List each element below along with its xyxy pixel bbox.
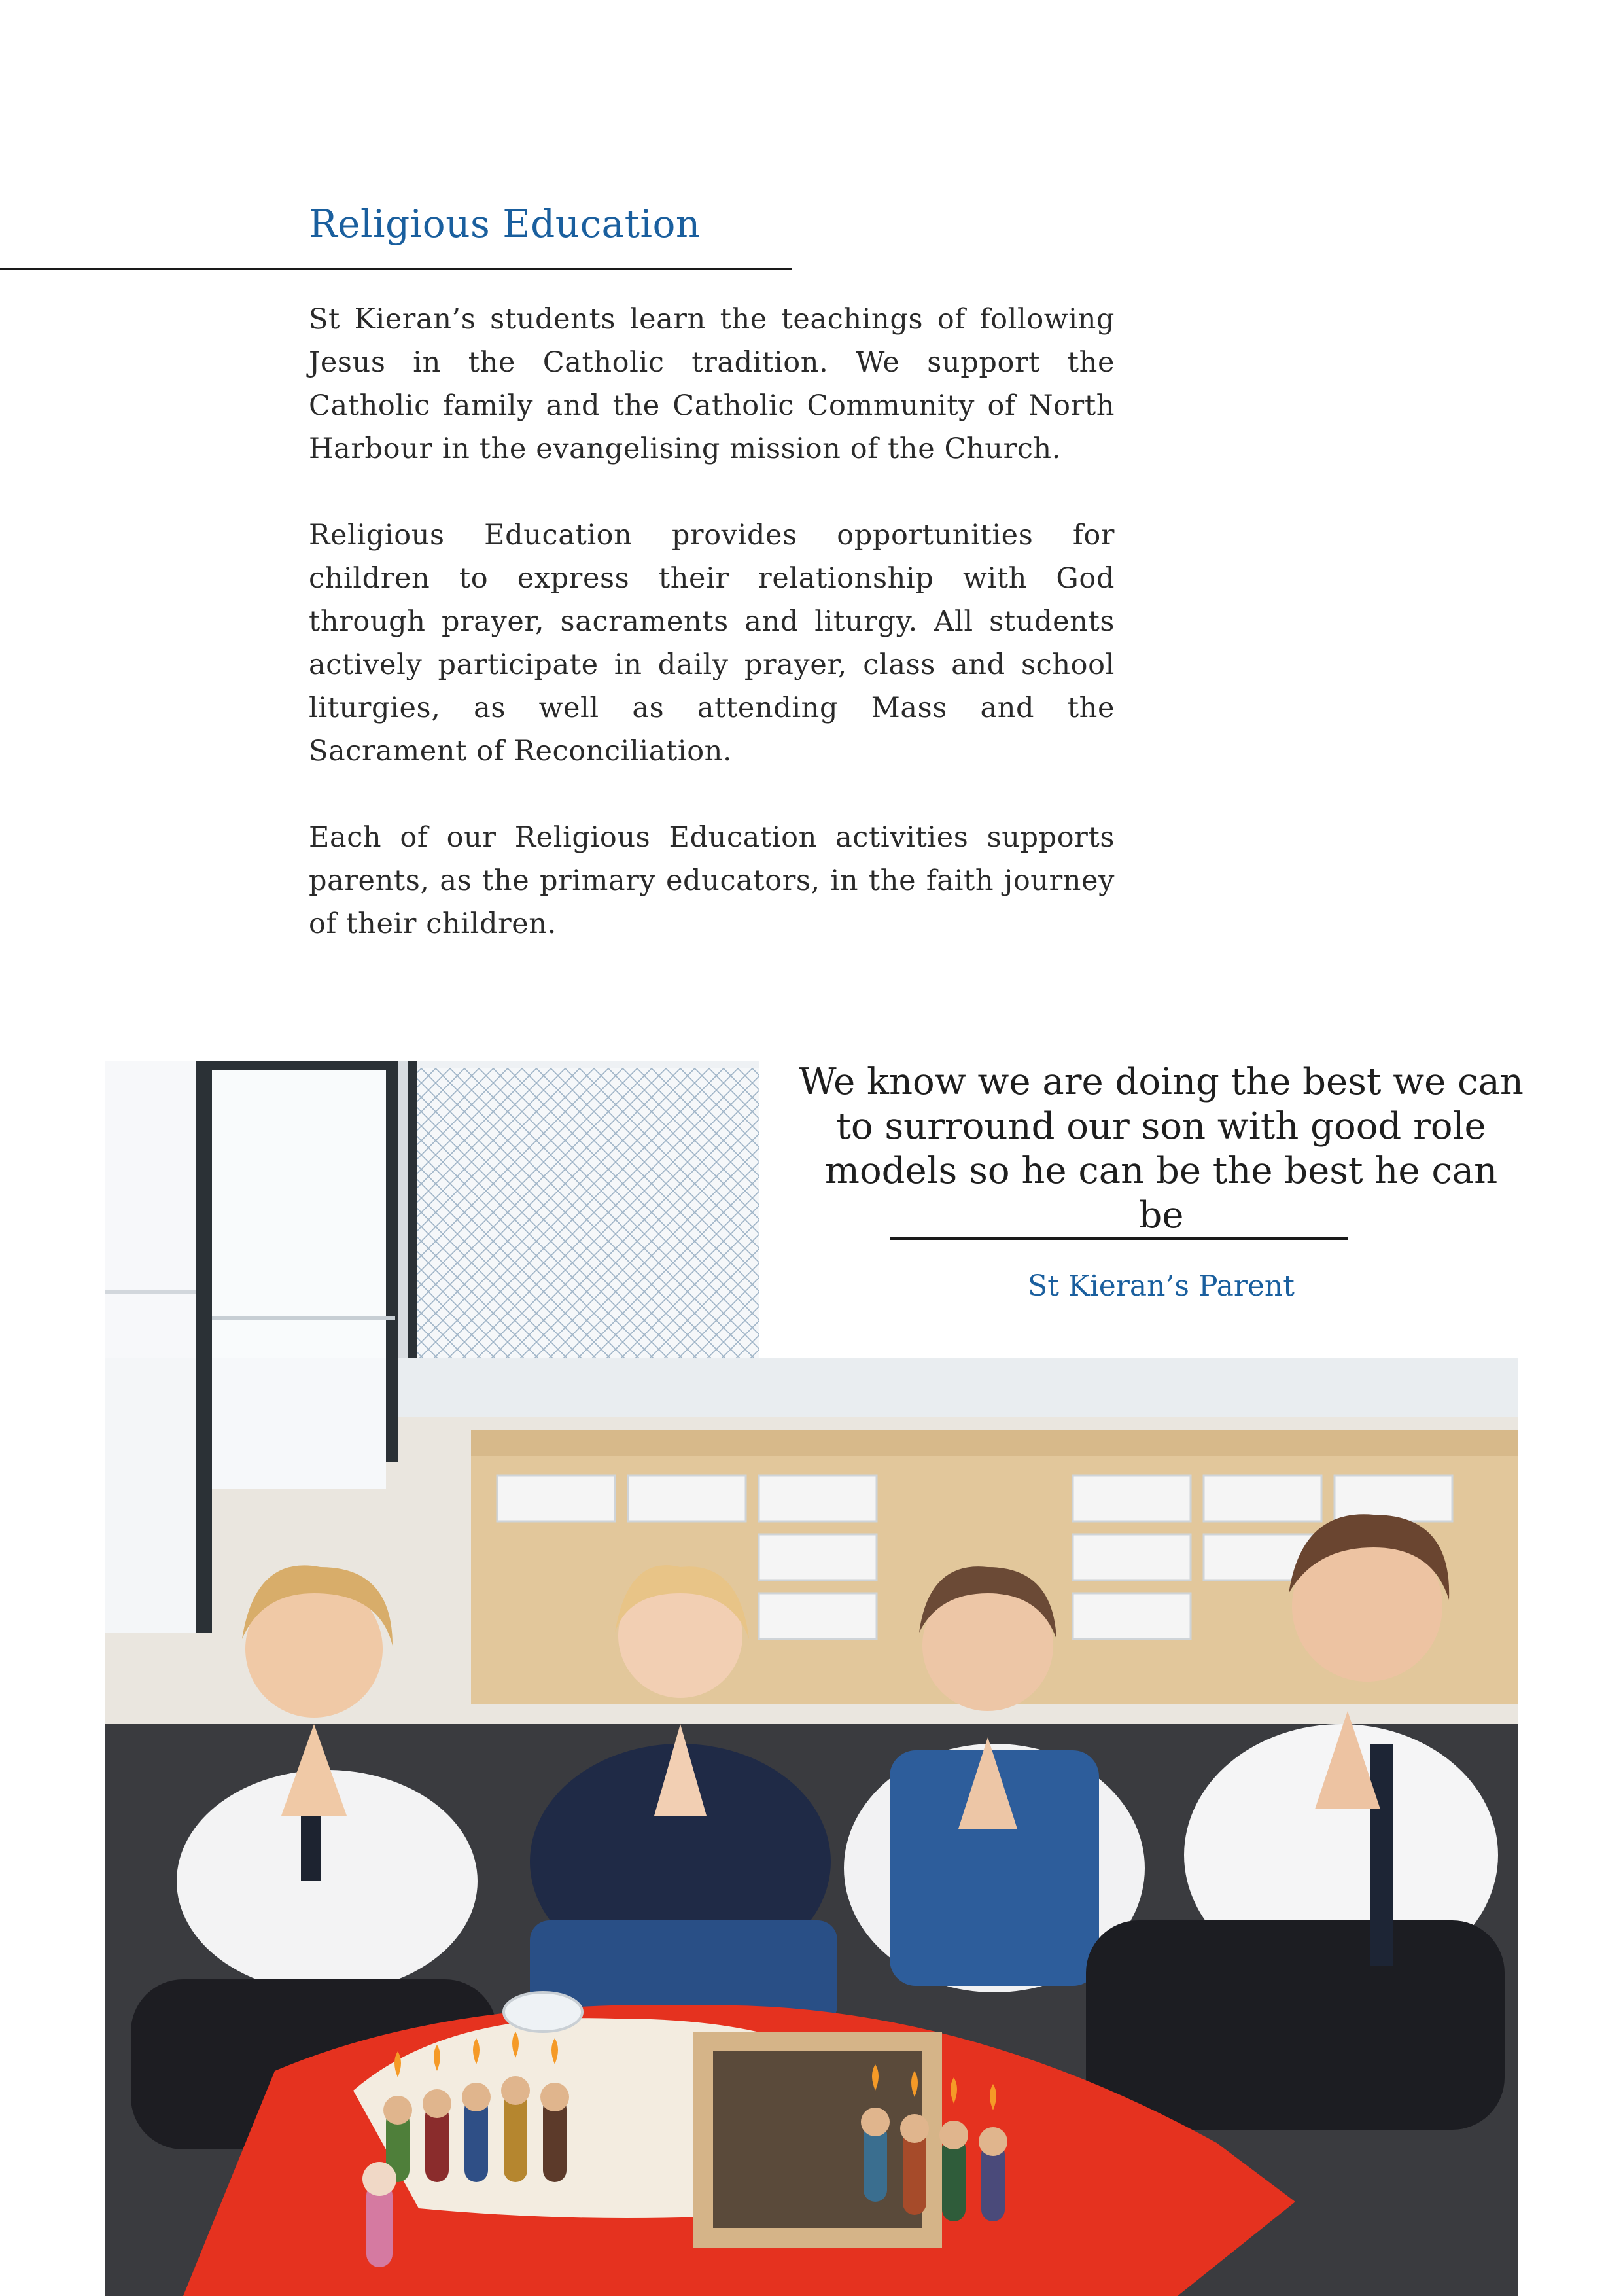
body-text	[309, 298, 1115, 989]
classroom-window-illustration	[105, 1061, 759, 1362]
section-heading: Religious Education	[309, 202, 701, 246]
students-praying-photo	[105, 1358, 1518, 2296]
photo-window-area	[105, 1061, 759, 1362]
paragraph-2: Religious Education provides opportunities for children to express their relationship with God through prayer, sacraments and liturgy. All students actively participate in daily prayer, class and school liturgies, as well as attending Mass and the Sacrament of Reconciliation.	[309, 519, 1115, 768]
paragraph-1: St Kieran’s students learn the teachings of following Jesus in the Catholic tradition. We support the Catholic family and the Catholic Community of North Harbour in the evangelising mission of the Church.	[309, 303, 1115, 465]
heading-divider	[0, 268, 792, 270]
testimonial-quote: We know we are doing the best we can to surround our son with good role models so he can be the best he can be	[799, 1061, 1524, 1237]
testimonial-attribution: St Kieran’s Parent	[1028, 1269, 1295, 1303]
students-praying-illustration	[105, 1358, 1518, 2296]
quote-divider	[890, 1237, 1348, 1240]
paragraph-3: Each of our Religious Education activities supports parents, as the primary educators, in the faith journey of their children.	[309, 821, 1115, 940]
